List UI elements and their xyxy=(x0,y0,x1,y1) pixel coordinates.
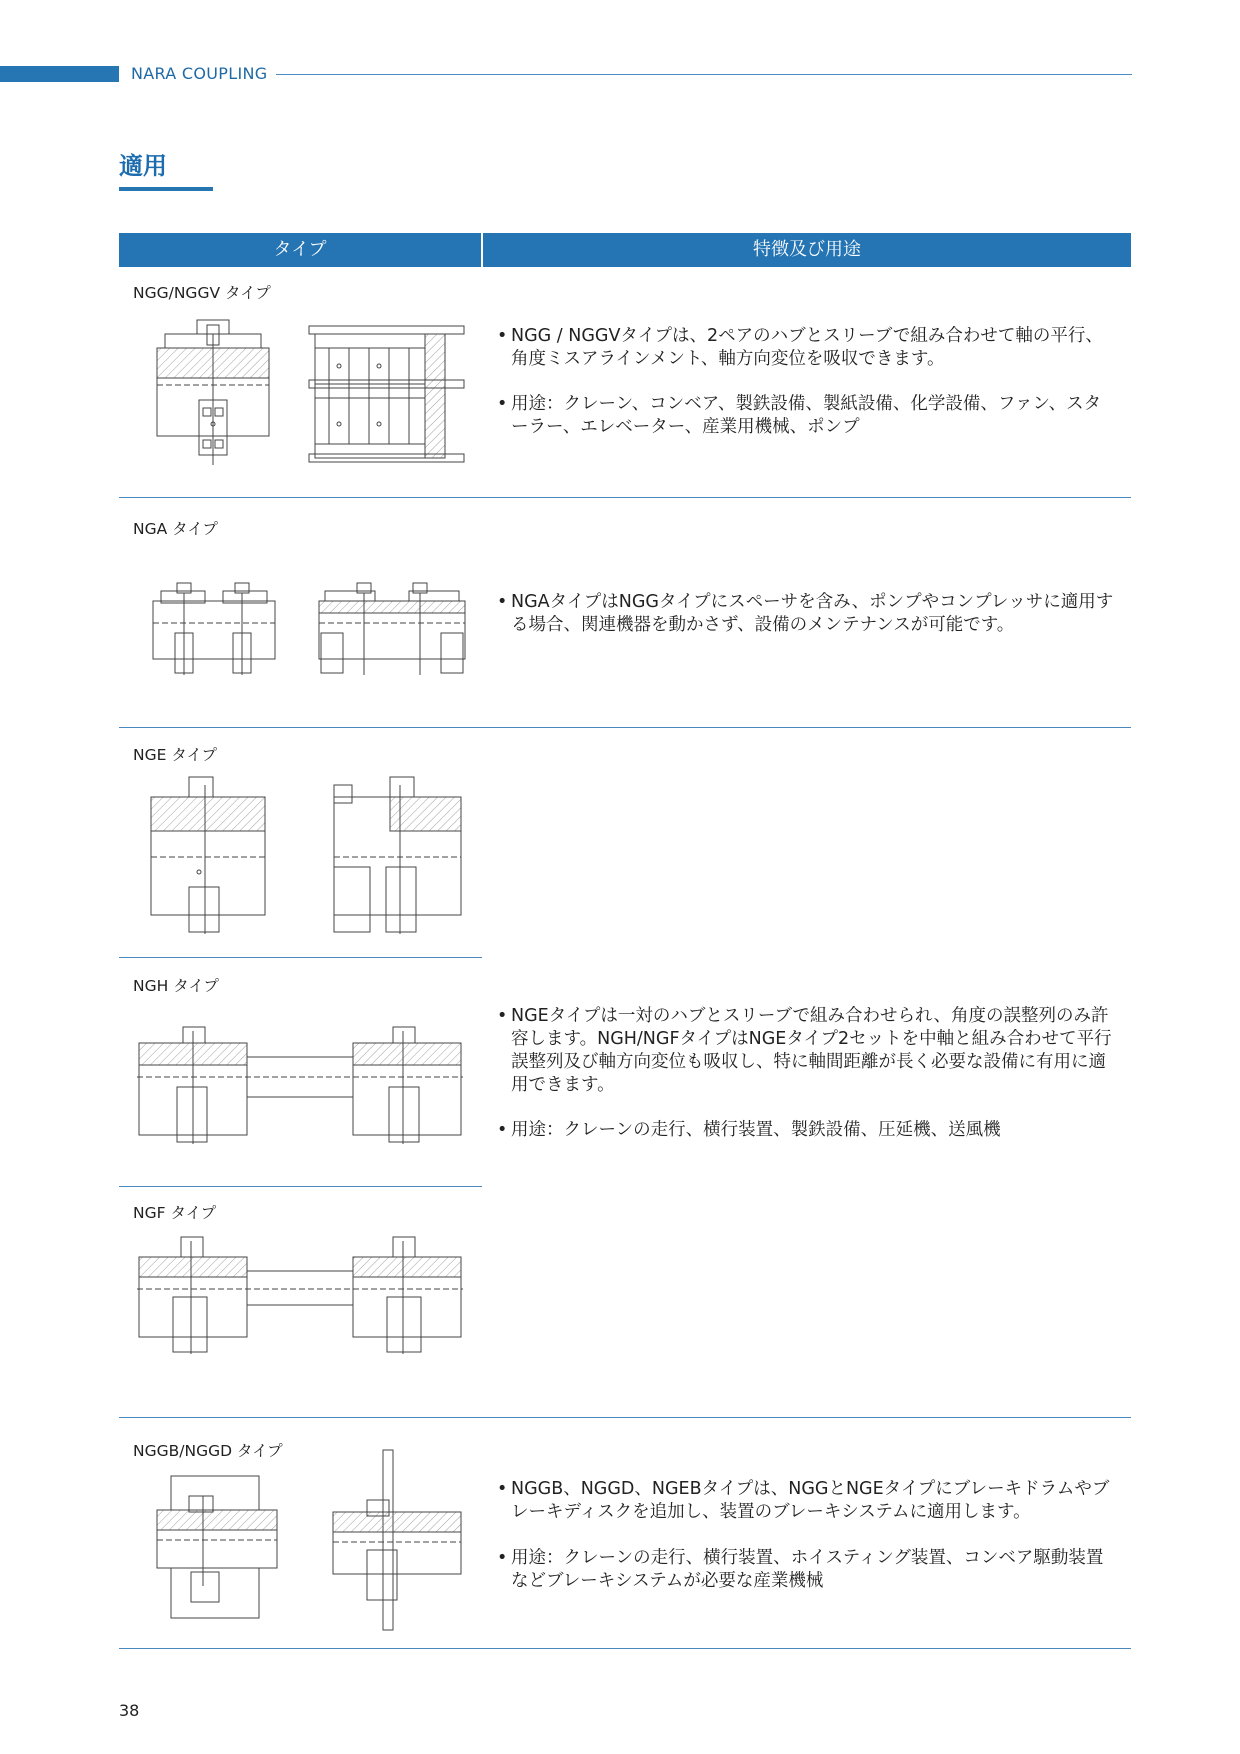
brand-name: NARA COUPLING xyxy=(131,64,268,83)
ngf-coupling-drawing xyxy=(137,1237,463,1354)
nge-variant-coupling-drawing xyxy=(330,777,463,934)
nggv-coupling-drawing xyxy=(309,326,464,465)
bullet-nggb-2: • 用途：クレーンの走行、横行装置、ホイスティング装置、コンベア駆動装置などブレーキシステムが必要な産業機械 xyxy=(497,1548,1104,1591)
bullet-ngh-1: • NGEタイプは一対のハブとスリーブで組み合わせられ、角度の誤整列のみ許容します。NGH/NGFタイプはNGEタイプ2セットを中軸と組み合わせて平行誤整列及び軸方向変位も吸収し、特に軸間距離が長く必要な設備に有用に適用できます。 xyxy=(497,1006,1112,1095)
bullet-ngh-2: • 用途：クレーンの走行、横行装置、製鉄設備、圧延機、送風機 xyxy=(497,1120,1001,1140)
type-label-nggb: NGGB/NGGD タイプ xyxy=(133,1442,283,1460)
nggd-brake-disc-coupling-drawing xyxy=(331,1450,463,1630)
row-divider xyxy=(119,1417,1131,1418)
column-header-type: タイプ xyxy=(273,239,327,260)
ngh-coupling-drawing xyxy=(137,1027,463,1144)
nggb-brake-drum-coupling-drawing xyxy=(155,1476,279,1620)
type-label-nga: NGA タイプ xyxy=(133,520,218,538)
table-bottom-rule xyxy=(119,1648,1131,1649)
page-title: 適用 xyxy=(119,152,167,180)
page-number: 38 xyxy=(119,1701,140,1720)
nga-spacer-coupling-drawing xyxy=(317,583,467,675)
title-underline xyxy=(119,187,213,191)
column-header-features: 特徴及び用途 xyxy=(753,239,861,260)
bullet-ngg-2: • 用途：クレーン、コンベア、製鉄設備、製紙設備、化学設備、ファン、スターラー、エレベーター、産業用機械、ポンプ xyxy=(497,394,1102,437)
type-label-ngh: NGH タイプ xyxy=(133,977,219,995)
row-divider xyxy=(119,957,482,958)
bullet-nggb-1: • NGGB、NGGD、NGEBタイプは、NGGとNGEタイプにブレーキドラムやブレーキディスクを追加し、装置のブレーキシステムに適用します。 xyxy=(497,1479,1110,1522)
type-label-ngg: NGG/NGGV タイプ xyxy=(133,284,271,302)
nge-coupling-drawing xyxy=(149,777,267,934)
bullet-nga-1: • NGAタイプはNGGタイプにスペーサを含み、ポンプやコンプレッサに適用する場合、関連機器を動かさず、設備のメンテナンスが可能です。 xyxy=(497,592,1114,635)
ngg-coupling-drawing xyxy=(155,320,273,465)
type-label-ngf: NGF タイプ xyxy=(133,1204,217,1222)
row-divider xyxy=(119,1186,482,1187)
header-rule xyxy=(276,74,1132,75)
row-divider xyxy=(119,497,1131,498)
header-accent-bar xyxy=(0,66,119,82)
type-label-nge: NGE タイプ xyxy=(133,746,218,764)
row-divider xyxy=(119,727,1131,728)
nga-coupling-drawing xyxy=(151,583,277,675)
bullet-ngg-1: • NGG / NGGVタイプは、2ペアのハブとスリーブで組み合わせて軸の平行、角度ミスアラインメント、軸方向変位を吸収できます。 xyxy=(497,326,1103,369)
